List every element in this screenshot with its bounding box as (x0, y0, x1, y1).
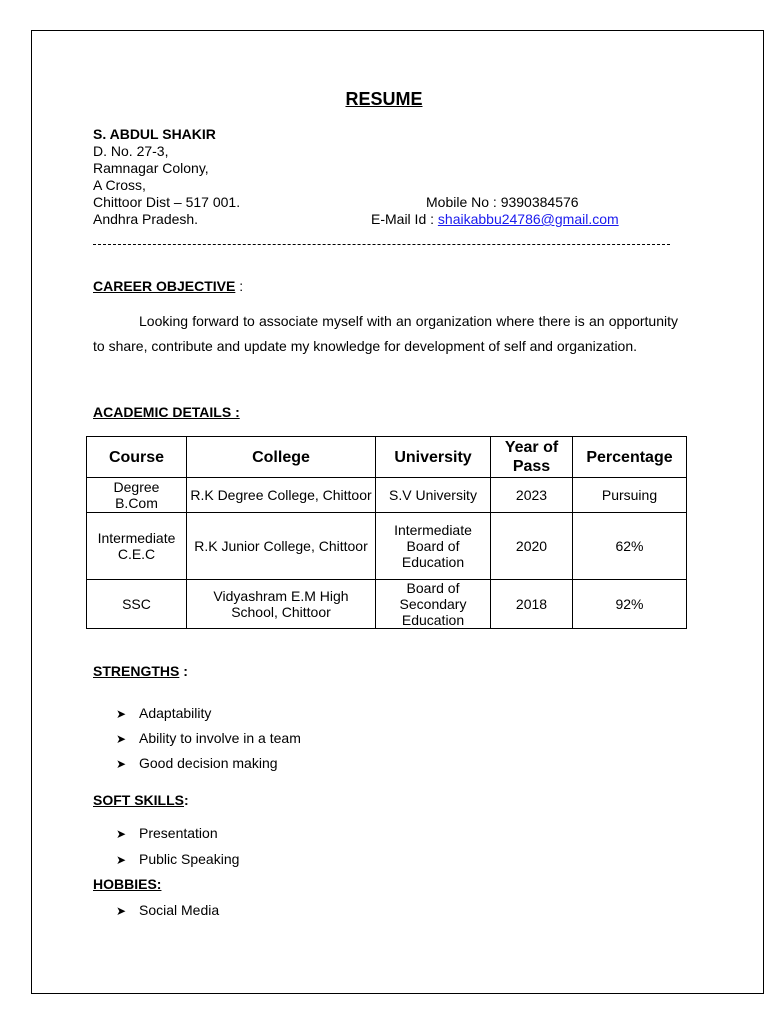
percentage-cell: 62% (573, 513, 687, 580)
hobby-item: Social Media (139, 902, 220, 918)
table-header-row (87, 437, 687, 478)
year-cell: 2018 (491, 580, 573, 629)
course-stream: B.Com (115, 495, 158, 511)
address-line-5: Andhra Pradesh. (93, 211, 199, 227)
list-item (116, 730, 301, 747)
course-cell (87, 478, 187, 513)
list-item (116, 705, 211, 722)
column-header-college: College (187, 437, 376, 478)
percentage-cell: Pursuing (573, 478, 687, 513)
arrow-bullet-icon: ➤ (116, 827, 127, 841)
course-cell (87, 513, 187, 580)
academic-details-heading (93, 404, 240, 420)
course-stream: C.E.C (117, 546, 156, 562)
college-cell: R.K Junior College, Chittoor (187, 513, 376, 580)
career-objective-text: Looking forward to associate myself with an organization where there is an opportunity to share, contribute and update my knowledge for development of self and organization. (93, 313, 678, 354)
college-cell: R.K Degree College, Chittoor (187, 478, 376, 513)
email-row (371, 211, 619, 227)
arrow-bullet-icon: ➤ (116, 853, 127, 867)
arrow-bullet-icon: ➤ (116, 707, 127, 721)
year-cell: 2020 (491, 513, 573, 580)
soft-skills-suffix: : (184, 792, 189, 808)
column-header-university: University (376, 437, 491, 478)
arrow-bullet-icon: ➤ (116, 732, 127, 746)
list-item (116, 902, 219, 919)
course-cell (87, 580, 187, 629)
university-cell: S.V University (376, 478, 491, 513)
separator-line (93, 244, 670, 245)
candidate-name: S. ABDUL SHAKIR (93, 126, 216, 142)
strength-item: Good decision making (139, 755, 278, 771)
college-cell: Vidyashram E.M High School, Chittoor (187, 580, 376, 629)
soft-skill-item: Presentation (139, 825, 218, 841)
page-title: RESUME (345, 89, 423, 109)
table-row (87, 478, 687, 513)
academic-table (86, 436, 687, 629)
hobbies-title: HOBBIES: (93, 876, 162, 892)
university-cell: Intermediate Board of Education (376, 513, 491, 580)
arrow-bullet-icon: ➤ (116, 757, 127, 771)
soft-skill-item: Public Speaking (139, 851, 240, 867)
email-label: E-Mail Id : (371, 211, 438, 227)
column-header-percentage: Percentage (573, 437, 687, 478)
email-link[interactable]: shaikabbu24786@gmail.com (437, 211, 619, 227)
strength-item: Ability to involve in a team (139, 730, 301, 746)
course-name: SSC (122, 596, 151, 612)
university-cell: Board of Secondary Education (376, 580, 491, 629)
strength-item: Adaptability (139, 705, 212, 721)
column-header-year: Year of Pass (491, 437, 573, 478)
list-item (116, 851, 239, 868)
mobile-number: Mobile No : 9390384576 (426, 194, 579, 210)
soft-skills-heading (93, 792, 189, 808)
table-row (87, 513, 687, 580)
year-cell: 2023 (491, 478, 573, 513)
address-line-2: Ramnagar Colony, (93, 160, 209, 176)
address-line-4: Chittoor Dist – 517 001. (93, 194, 241, 210)
list-item (116, 755, 278, 772)
percentage-cell: 92% (573, 580, 687, 629)
table-row (87, 580, 687, 629)
career-objective-heading (93, 278, 243, 294)
course-name: Degree (113, 479, 160, 495)
list-item (116, 825, 218, 842)
strengths-heading (93, 663, 188, 679)
address-line-3: A Cross, (93, 177, 146, 193)
arrow-bullet-icon: ➤ (116, 904, 127, 918)
address-line-1: D. No. 27-3, (93, 143, 169, 159)
soft-skills-title: SOFT SKILLS (93, 792, 184, 808)
strengths-suffix: : (179, 663, 188, 679)
career-objective-title: CAREER OBJECTIVE (93, 278, 236, 294)
career-objective-suffix: : (235, 278, 244, 294)
column-header-course: Course (87, 437, 187, 478)
hobbies-heading (93, 876, 161, 892)
academic-details-title: ACADEMIC DETAILS : (93, 404, 240, 420)
strengths-title: STRENGTHS (93, 663, 180, 679)
course-name: Intermediate (97, 530, 176, 546)
